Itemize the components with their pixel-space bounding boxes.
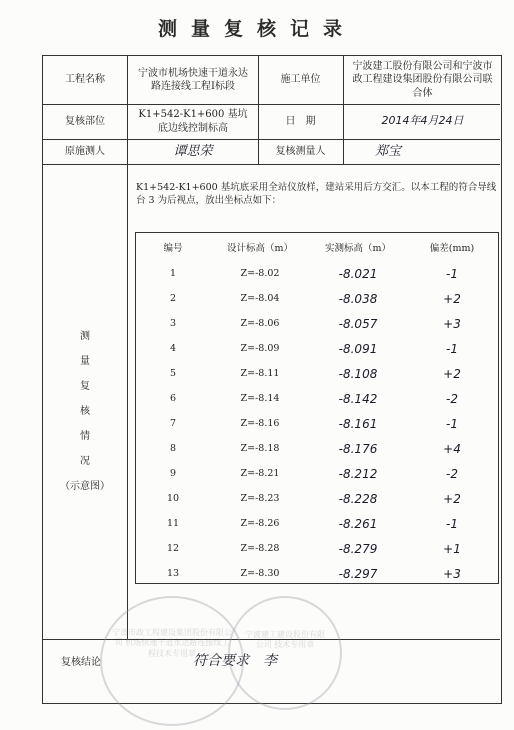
design-elevation: Z=-8.16 (240, 418, 280, 429)
table-row (136, 511, 498, 536)
conclusion-signature: 符合要求 李 (193, 652, 277, 669)
constructor-value: 宁波建工股份有限公司和宁波市政工程建设集团股份有限公司联合体 (352, 60, 493, 99)
table-row (136, 336, 498, 361)
row-number: 5 (169, 368, 177, 379)
stamp-left-text: 宁波市政工程建设集团股份有限公司 机场快速干道永达路连接线工程技术专用章 (112, 628, 232, 658)
stamp-right-text: 宁波建工建设股份有限公司 技术专用章 (245, 630, 325, 650)
table-row (136, 311, 498, 336)
row-number: 1 (169, 268, 177, 279)
section-label-char: 情 (80, 431, 90, 442)
table-row (136, 386, 498, 411)
measured-elevation: -8.261 (338, 516, 378, 531)
table-header: 编号 (163, 243, 183, 254)
section-label-char: 况 (80, 456, 90, 467)
table-row (136, 361, 498, 386)
deviation: -1 (446, 516, 458, 531)
design-elevation: Z=-8.28 (240, 543, 280, 554)
row-number: 9 (169, 468, 177, 479)
deviation: -1 (446, 266, 458, 281)
date-label: 日 期 (285, 115, 316, 127)
measured-elevation: -8.021 (338, 266, 378, 281)
design-elevation: Z=-8.02 (240, 268, 280, 279)
design-elevation: Z=-8.30 (240, 568, 280, 579)
measured-elevation: -8.142 (338, 391, 378, 406)
table-row (136, 436, 498, 461)
deviation: +3 (443, 316, 461, 331)
table-row (136, 461, 498, 486)
table-row (136, 261, 498, 286)
measured-elevation: -8.297 (338, 566, 378, 581)
review-part-value: K1+542-K1+600 基坑底边线控制标高 (138, 109, 248, 134)
row-number: 10 (166, 493, 180, 504)
project-name-value: 宁波市机场快速干道永达路连接线工程Ⅰ标段 (138, 67, 248, 92)
design-elevation: Z=-8.14 (240, 393, 280, 404)
deviation: -1 (446, 416, 458, 431)
design-elevation: Z=-8.18 (240, 443, 280, 454)
page-title: 测量复核记录 (157, 18, 356, 40)
design-elevation: Z=-8.23 (240, 493, 280, 504)
date-value: 2014年4月24日 (381, 114, 464, 128)
measured-elevation: -8.091 (338, 341, 378, 356)
table-row (136, 286, 498, 311)
measured-elevation: -8.038 (338, 291, 378, 306)
design-elevation: Z=-8.11 (240, 368, 280, 379)
deviation: -2 (446, 391, 458, 406)
row-number: 8 (169, 443, 177, 454)
deviation: -2 (446, 466, 458, 481)
original-surveyor-signature: 谭思荣 (173, 143, 213, 159)
design-elevation: Z=-8.21 (240, 468, 280, 479)
design-elevation: Z=-8.04 (240, 293, 280, 304)
stamp-left (100, 596, 244, 726)
table-header: 偏差(mm) (429, 243, 475, 254)
measured-elevation: -8.212 (338, 466, 378, 481)
section-label-char: 核 (80, 406, 90, 417)
design-elevation: Z=-8.09 (240, 343, 280, 354)
measured-elevation: -8.161 (338, 416, 378, 431)
original-surveyor-label: 原施测人 (65, 145, 105, 157)
section-label-note: （示意图） (60, 481, 110, 492)
table-header: 实测标高（m） (324, 243, 391, 254)
section-label-char: 复 (80, 381, 90, 392)
deviation: +4 (443, 441, 461, 456)
measured-elevation: -8.108 (338, 366, 378, 381)
section-label-char: 量 (80, 356, 90, 367)
row-number: 13 (166, 568, 180, 579)
section-label-char: 测 (80, 331, 90, 342)
table-header: 设计标高（m） (226, 243, 293, 254)
design-elevation: Z=-8.06 (240, 318, 280, 329)
row-number: 6 (169, 393, 177, 404)
reviewer-signature: 郑宝 (375, 143, 402, 159)
row-number: 3 (169, 318, 177, 329)
measured-elevation: -8.228 (338, 491, 378, 506)
conclusion-label: 复核结论 (61, 657, 101, 669)
deviation: +3 (443, 566, 461, 581)
deviation: +2 (443, 291, 461, 306)
deviation: +2 (443, 366, 461, 381)
deviation: -1 (446, 341, 458, 356)
deviation: +2 (443, 491, 461, 506)
constructor-label: 施工单位 (280, 74, 321, 86)
measured-elevation: -8.176 (338, 441, 378, 456)
intro-text: K1+542-K1+600 基坑底采用全站仪放样，建站采用后方交汇。以本工程的符合导线台 3 为后视点，放出坐标点如下： (136, 182, 497, 207)
table-row (136, 411, 498, 436)
row-number: 7 (169, 418, 177, 429)
row-number: 4 (169, 343, 177, 354)
table-row (136, 486, 498, 511)
reviewer-label: 复核测量人 (275, 145, 326, 157)
elevation-table (135, 232, 499, 584)
table-row (136, 561, 498, 586)
measured-elevation: -8.057 (338, 316, 378, 331)
row-number: 12 (166, 543, 180, 554)
table-row (136, 536, 498, 561)
design-elevation: Z=-8.26 (240, 518, 280, 529)
measured-elevation: -8.279 (338, 541, 378, 556)
row-number: 11 (166, 518, 180, 529)
review-part-label: 复核部位 (65, 115, 105, 127)
row-number: 2 (169, 293, 177, 304)
deviation: +1 (443, 541, 461, 556)
project-name-label: 工程名称 (65, 74, 105, 86)
stamp-right (228, 596, 342, 710)
